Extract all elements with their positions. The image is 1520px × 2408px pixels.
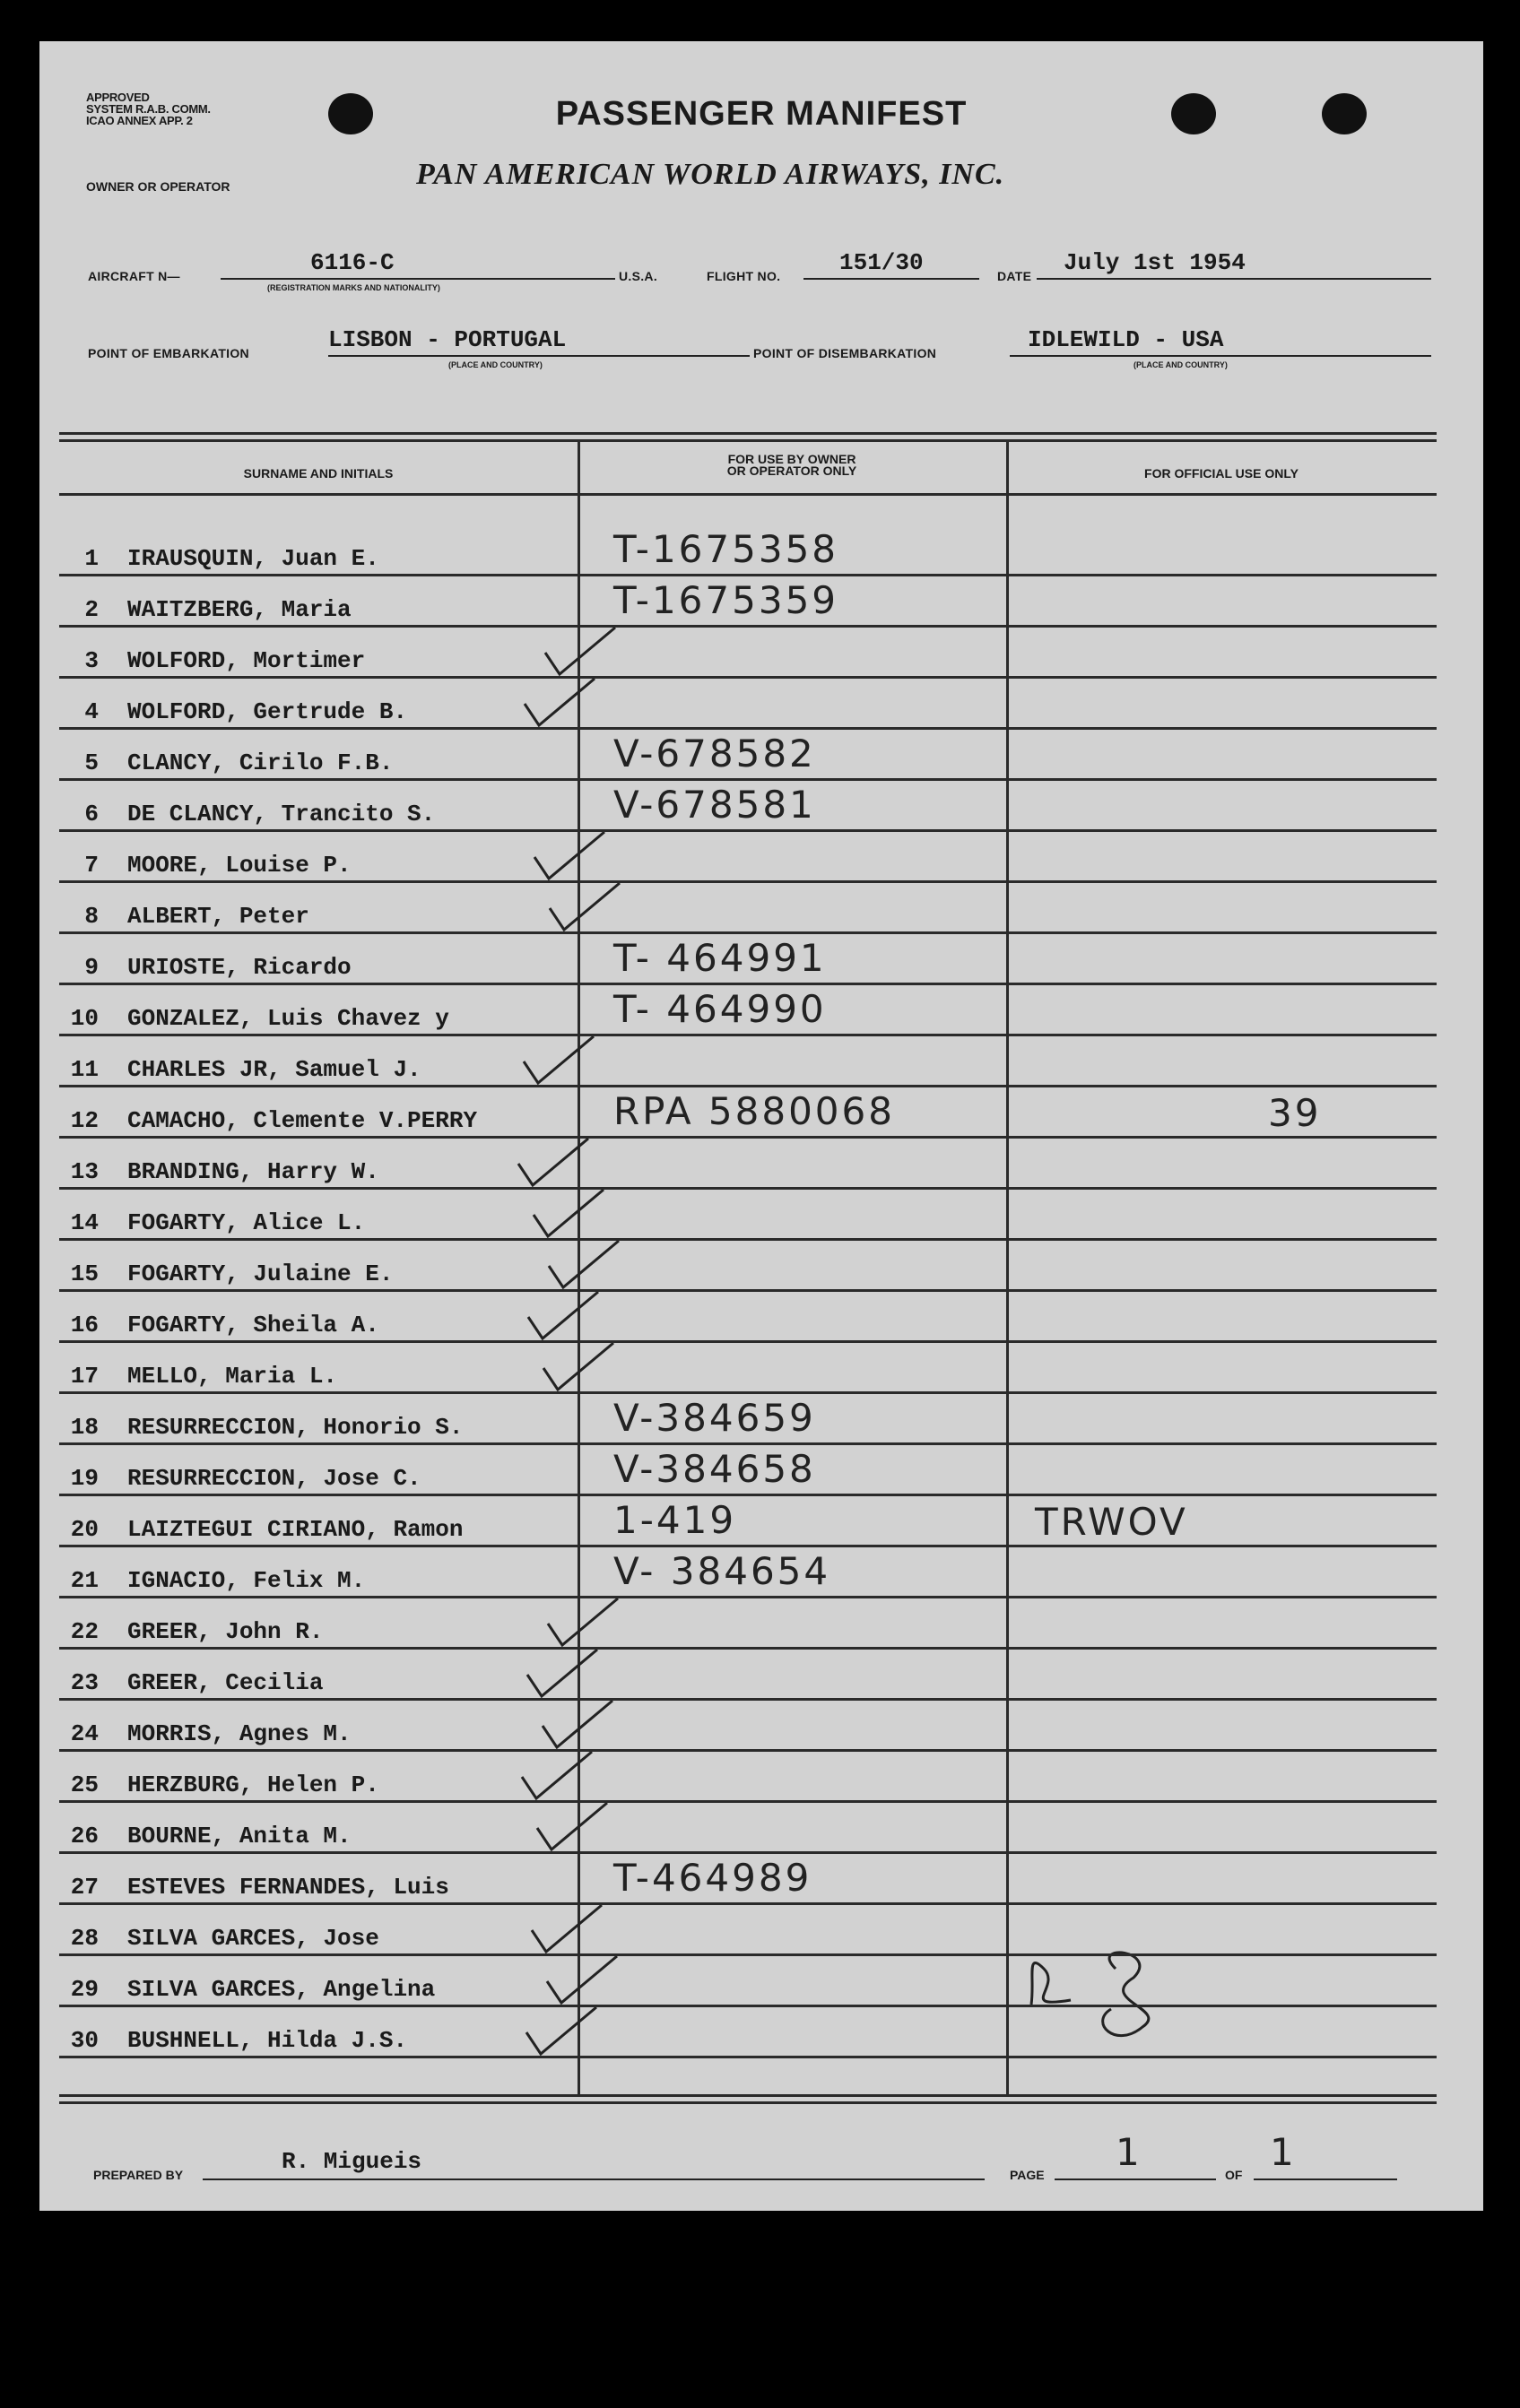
passenger-name: MORRIS, Agnes M. xyxy=(127,1720,352,1747)
disembark-note: (PLACE AND COUNTRY) xyxy=(1133,360,1228,369)
document-number: V-384659 xyxy=(613,1396,816,1440)
row-number: 14 xyxy=(70,1209,99,1236)
passenger-name: WOLFORD, Gertrude B. xyxy=(127,698,408,725)
row-number: 1 xyxy=(84,545,99,572)
passenger-name: SILVA GARCES, Jose xyxy=(127,1925,379,1952)
passenger-name: MOORE, Louise P. xyxy=(127,852,352,879)
check-mark xyxy=(543,1343,613,1390)
embark-label: POINT OF EMBARKATION xyxy=(88,346,249,360)
row-number: 2 xyxy=(84,596,99,623)
row-number: 17 xyxy=(70,1363,99,1390)
passenger-name: FOGARTY, Sheila A. xyxy=(127,1312,379,1338)
check-mark xyxy=(537,1803,607,1849)
passenger-name: CHARLES JR, Samuel J. xyxy=(127,1056,421,1083)
passenger-name: WOLFORD, Mortimer xyxy=(127,647,366,674)
page-number: 1 xyxy=(1116,2130,1142,2174)
row-number: 28 xyxy=(70,1925,99,1952)
passenger-name: DE CLANCY, Trancito S. xyxy=(127,801,436,827)
passenger-name: GREER, Cecilia xyxy=(127,1669,324,1696)
passenger-name: ALBERT, Peter xyxy=(127,903,309,930)
column-header-owner-line: OR OPERATOR ONLY xyxy=(726,463,857,478)
row-number: 7 xyxy=(84,852,99,879)
prepared-label: PREPARED BY xyxy=(93,2168,184,2182)
passenger-name: GREER, John R. xyxy=(127,1618,324,1645)
approval-line: ICAO ANNEX APP. 2 xyxy=(86,114,193,127)
row-number: 15 xyxy=(70,1260,99,1287)
passenger-name: SILVA GARCES, Angelina xyxy=(127,1976,436,2003)
embark-value: LISBON - PORTUGAL xyxy=(328,326,567,353)
document-number: T- 464991 xyxy=(613,936,827,980)
check-mark xyxy=(547,1956,617,2003)
passenger-name: CLANCY, Cirilo F.B. xyxy=(127,749,394,776)
passenger-name: IRAUSQUIN, Juan E. xyxy=(127,545,379,572)
passenger-name: URIOSTE, Ricardo xyxy=(127,954,352,981)
document-number: V- 384654 xyxy=(613,1549,831,1593)
passenger-name: IGNACIO, Felix M. xyxy=(127,1567,366,1594)
passenger-name: BRANDING, Harry W. xyxy=(127,1158,379,1185)
passenger-name: BUSHNELL, Hilda J.S. xyxy=(127,2027,408,2054)
passenger-name: MELLO, Maria L. xyxy=(127,1363,338,1390)
passenger-name: LAIZTEGUI CIRIANO, Ramon xyxy=(127,1516,464,1543)
check-mark xyxy=(543,1701,612,1747)
check-mark xyxy=(522,1752,592,1798)
document-number: T-1675358 xyxy=(613,527,839,571)
aircraft-label: AIRCRAFT N— xyxy=(88,269,180,283)
passenger-name: HERZBURG, Helen P. xyxy=(127,1771,379,1798)
row-number: 6 xyxy=(84,801,99,827)
embark-note: (PLACE AND COUNTRY) xyxy=(448,360,543,369)
flight-label: FLIGHT NO. xyxy=(707,269,781,283)
official-note: 39 xyxy=(1268,1091,1322,1135)
row-number: 12 xyxy=(70,1107,99,1134)
row-number: 20 xyxy=(70,1516,99,1543)
passenger-name: FOGARTY, Julaine E. xyxy=(127,1260,394,1287)
document-number: T- 464990 xyxy=(613,987,827,1031)
usa-label: U.S.A. xyxy=(619,269,658,283)
check-mark xyxy=(548,1598,618,1645)
row-number: 18 xyxy=(70,1414,99,1441)
check-mark xyxy=(550,883,620,930)
passenger-name: WAITZBERG, Maria xyxy=(127,596,352,623)
of-label: OF xyxy=(1225,2168,1243,2182)
document-number: V-678582 xyxy=(613,732,816,775)
operator-name: PAN AMERICAN WORLD AIRWAYS, INC. xyxy=(416,158,1005,191)
check-mark xyxy=(525,679,595,725)
passenger-name: RESURRECCION, Honorio S. xyxy=(127,1414,464,1441)
passenger-name: CAMACHO, Clemente V.PERRY xyxy=(127,1107,478,1134)
registration-note: (REGISTRATION MARKS AND NATIONALITY) xyxy=(267,283,440,292)
row-number: 9 xyxy=(84,954,99,981)
row-number: 22 xyxy=(70,1618,99,1645)
row-number: 24 xyxy=(70,1720,99,1747)
row-number: 3 xyxy=(84,647,99,674)
row-number: 29 xyxy=(70,1976,99,2003)
owner-label: OWNER OR OPERATOR xyxy=(86,179,230,194)
passenger-name: FOGARTY, Alice L. xyxy=(127,1209,366,1236)
check-mark xyxy=(545,628,615,674)
row-number: 23 xyxy=(70,1669,99,1696)
row-number: 13 xyxy=(70,1158,99,1185)
check-mark xyxy=(518,1139,588,1185)
document-number: V-678581 xyxy=(613,783,816,827)
initials-signature xyxy=(1031,1953,1149,2036)
row-number: 5 xyxy=(84,749,99,776)
page-count: 1 xyxy=(1270,2130,1297,2174)
approval-line: SYSTEM R.A.B. COMM. xyxy=(86,102,211,116)
document-number: V-384658 xyxy=(613,1447,816,1491)
check-mark xyxy=(528,1292,598,1338)
flight-value: 151/30 xyxy=(839,249,924,276)
passenger-name: GONZALEZ, Luis Chavez y xyxy=(127,1005,449,1032)
check-mark xyxy=(524,1036,594,1083)
date-label: DATE xyxy=(997,269,1032,283)
page-title: PASSENGER MANIFEST xyxy=(555,95,968,133)
prepared-by: R. Migueis xyxy=(282,2148,422,2175)
column-header-owner-line: FOR USE BY OWNER xyxy=(727,452,856,466)
disembark-label: POINT OF DISEMBARKATION xyxy=(753,346,937,360)
passenger-name: BOURNE, Anita M. xyxy=(127,1823,352,1849)
date-value: July 1st 1954 xyxy=(1064,249,1246,276)
row-number: 25 xyxy=(70,1771,99,1798)
document-number: T-464989 xyxy=(613,1856,812,1900)
row-number: 26 xyxy=(70,1823,99,1849)
aircraft-value: 6116-C xyxy=(310,249,395,276)
column-header-surname: SURNAME AND INITIALS xyxy=(243,466,394,481)
page-label: PAGE xyxy=(1010,2168,1045,2182)
row-number: 4 xyxy=(84,698,99,725)
passenger-name: ESTEVES FERNANDES, Luis xyxy=(127,1874,449,1901)
row-number: 16 xyxy=(70,1312,99,1338)
document-number: T-1675359 xyxy=(613,578,839,622)
check-mark xyxy=(534,832,604,879)
row-number: 21 xyxy=(70,1567,99,1594)
approval-line: APPROVED xyxy=(86,91,150,104)
official-note: TRWOV xyxy=(1035,1500,1188,1544)
document-number: 1-419 xyxy=(613,1498,737,1542)
check-mark xyxy=(549,1241,619,1287)
manifest-page xyxy=(39,41,1483,2211)
check-mark xyxy=(532,1905,602,1952)
row-number: 27 xyxy=(70,1874,99,1901)
document-number: RPA 5880068 xyxy=(613,1089,895,1133)
row-number: 30 xyxy=(70,2027,99,2054)
column-header-official: FOR OFFICIAL USE ONLY xyxy=(1144,466,1299,481)
check-mark xyxy=(527,1650,597,1696)
disembark-value: IDLEWILD - USA xyxy=(1028,326,1224,353)
check-mark xyxy=(526,2007,596,2054)
row-number: 10 xyxy=(70,1005,99,1032)
row-number: 11 xyxy=(70,1056,99,1083)
passenger-name: RESURRECCION, Jose C. xyxy=(127,1465,421,1492)
check-mark xyxy=(534,1190,604,1236)
row-number: 19 xyxy=(70,1465,99,1492)
row-number: 8 xyxy=(84,903,99,930)
